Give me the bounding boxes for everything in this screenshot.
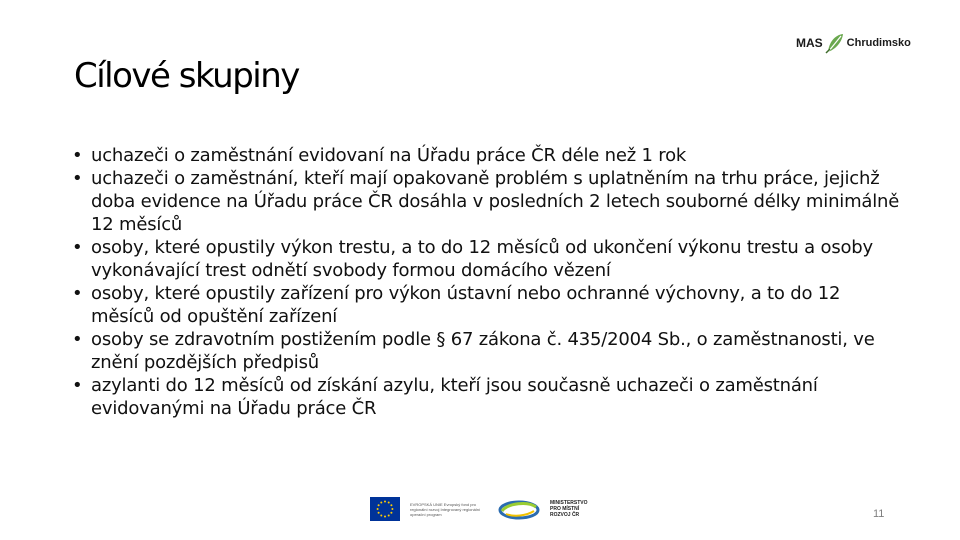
list-item-text: osoby, které opustily zařízení pro výkon ústavní nebo ochranné výchovny, a to do 12 měsíců od opuštění zařízení (91, 283, 841, 327)
target-groups-list (72, 144, 902, 420)
list-item (72, 167, 902, 236)
eu-flag-icon (370, 497, 400, 521)
funding-logos (370, 496, 600, 522)
list-item (72, 236, 902, 282)
eu-fund-text: EVROPSKÁ UNIE Evropský fond pro regionální rozvoj Integrovaný regionální operační program (410, 501, 481, 517)
list-item (72, 374, 902, 420)
ministry-swirl-icon (498, 497, 540, 521)
mas-chrudimsko-logo (796, 30, 936, 56)
list-item-text: uchazeči o zaměstnání evidovaní na Úřadu práce ČR déle než 1 rok (91, 145, 687, 166)
page-number: 11 (873, 508, 885, 520)
list-item-text: osoby se zdravotním postižením podle § 67 zákona č. 435/2004 Sb., o zaměstnanosti, ve znění pozdějších předpisů (91, 329, 875, 373)
ministry-text: MINISTERSTVO PRO MÍSTNÍ ROZVOJ ČR (550, 500, 588, 518)
list-item-text: azylanti do 12 měsíců od získání azylu, kteří jsou současně uchazeči o zaměstnání evidovanými na Úřadu práce ČR (91, 375, 818, 419)
list-item-text: uchazeči o zaměstnání, kteří mají opakovaně problém s uplatněním na trhu práce, jejichž doba evidence na Úřadu práce ČR dosáhla v posledních 2 letech souborné délky minimálně 12 měsíců (91, 168, 900, 235)
bullet-marker: • (72, 375, 83, 396)
bullet-marker: • (72, 329, 83, 350)
slide-title: Cílové skupiny (74, 56, 299, 96)
list-item (72, 328, 902, 374)
bullet-marker: • (72, 145, 83, 166)
bullet-marker: • (72, 237, 83, 258)
logo-name-text: Chrudimsko (846, 37, 911, 49)
leaf-icon (825, 32, 845, 54)
bullet-marker: • (72, 283, 83, 304)
list-item (72, 282, 902, 328)
list-item (72, 144, 902, 167)
list-item-text: osoby, které opustily výkon trestu, a to do 12 měsíců od ukončení výkonu trestu a osoby vykonávající trest odnětí svobody formou domácího vězení (91, 237, 873, 281)
bullet-marker: • (72, 168, 83, 189)
logo-mas-text: MAS (796, 36, 823, 50)
